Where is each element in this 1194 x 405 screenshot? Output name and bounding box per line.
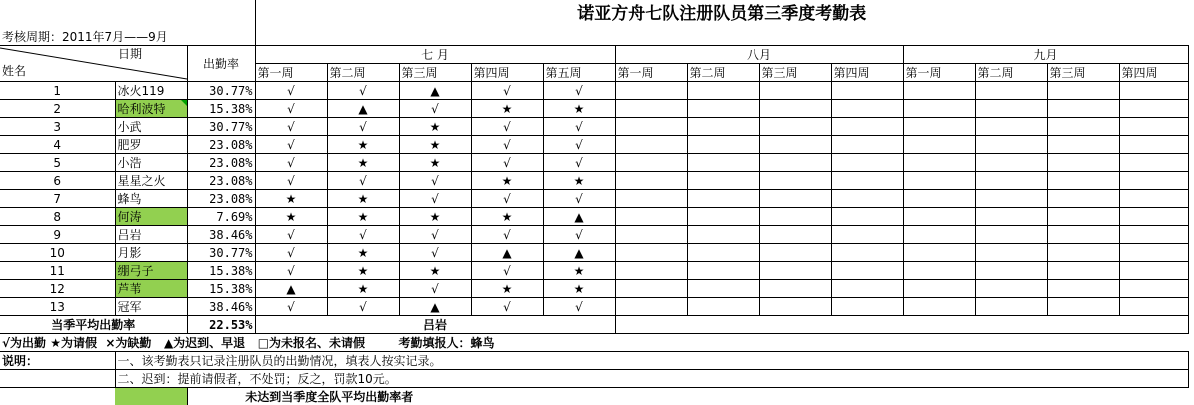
attendance-mark: √ [543, 82, 615, 100]
attendance-mark: ▲ [327, 100, 399, 118]
empty-cell [975, 118, 1047, 136]
empty-cell [903, 82, 975, 100]
member-no: 11 [0, 262, 115, 280]
member-rate: 30.77% [187, 82, 255, 100]
member-rate: 23.08% [187, 136, 255, 154]
member-no: 8 [0, 208, 115, 226]
attendance-mark: √ [543, 226, 615, 244]
attendance-mark: ★ [255, 190, 327, 208]
member-name: 小武 [115, 118, 187, 136]
legend-absent: ×为缺勤 [105, 336, 151, 350]
empty-cell [615, 136, 687, 154]
page-title: 诺亚方舟七队注册队员第三季度考勤表 [255, 0, 1188, 28]
member-no: 13 [0, 298, 115, 316]
member-rate: 15.38% [187, 262, 255, 280]
member-rate: 23.08% [187, 154, 255, 172]
attendance-mark: √ [471, 136, 543, 154]
attendance-mark: ★ [399, 208, 471, 226]
member-name: 小浩 [115, 154, 187, 172]
member-rate: 15.38% [187, 280, 255, 298]
notes-line2: 二、迟到：提前请假者，不处罚；反之，罚款10元。 [115, 370, 1188, 388]
top-attendee: 吕岩 [255, 316, 615, 334]
member-row [0, 298, 1188, 316]
attendance-mark: √ [471, 118, 543, 136]
empty-cell [831, 172, 903, 190]
attendance-mark: ★ [327, 280, 399, 298]
empty-cell [759, 154, 831, 172]
empty-cell [975, 262, 1047, 280]
month-july: 七 月 [255, 46, 615, 64]
week-header-sep-4: 第四周 [1119, 64, 1188, 82]
member-no: 3 [0, 118, 115, 136]
member-row [0, 82, 1188, 100]
empty-cell [1119, 298, 1188, 316]
empty-cell [1119, 226, 1188, 244]
member-row [0, 136, 1188, 154]
empty-cell [975, 154, 1047, 172]
attendance-mark: √ [255, 154, 327, 172]
week-header-jul-1: 第一周 [255, 64, 327, 82]
empty-cell [759, 118, 831, 136]
week-header-sep-1: 第一周 [903, 64, 975, 82]
member-name: 芦苇 [115, 280, 187, 298]
attendance-mark: √ [327, 298, 399, 316]
member-name: 肥罗 [115, 136, 187, 154]
member-rate: 15.38% [187, 100, 255, 118]
member-rate: 38.46% [187, 298, 255, 316]
empty-cell [1119, 82, 1188, 100]
empty-cell [975, 82, 1047, 100]
empty-cell [615, 208, 687, 226]
member-name: 何涛 [115, 208, 187, 226]
empty-cell [615, 244, 687, 262]
empty-cell [615, 100, 687, 118]
member-name: 哈利波特 [115, 100, 187, 118]
empty-cell [903, 136, 975, 154]
empty-cell [903, 118, 975, 136]
attendance-mark: ★ [471, 208, 543, 226]
empty-cell [1119, 244, 1188, 262]
empty-cell [1047, 154, 1119, 172]
empty-cell [615, 298, 687, 316]
attendance-mark: √ [471, 154, 543, 172]
empty-cell [1119, 280, 1188, 298]
member-rate: 23.08% [187, 172, 255, 190]
empty-cell [903, 208, 975, 226]
attendance-mark: ★ [471, 172, 543, 190]
attendance-mark: √ [399, 100, 471, 118]
member-name: 吕岩 [115, 226, 187, 244]
member-no: 10 [0, 244, 115, 262]
empty-cell [759, 82, 831, 100]
month-aug: 八月 [615, 46, 903, 64]
attendance-mark: ▲ [255, 280, 327, 298]
empty-cell [687, 244, 759, 262]
empty-cell [615, 190, 687, 208]
attendance-mark: ▲ [399, 82, 471, 100]
empty-cell [1119, 118, 1188, 136]
empty-cell [615, 118, 687, 136]
empty-cell [615, 154, 687, 172]
empty-cell [903, 244, 975, 262]
member-no: 7 [0, 190, 115, 208]
attendance-mark: ★ [327, 208, 399, 226]
empty-cell [831, 280, 903, 298]
legend-row [0, 334, 1188, 352]
empty-cell [903, 298, 975, 316]
attendance-mark: √ [327, 172, 399, 190]
avg-value: 22.53% [187, 316, 255, 334]
attendance-mark: √ [255, 226, 327, 244]
attendance-mark: √ [471, 226, 543, 244]
attendance-mark: ★ [399, 118, 471, 136]
empty-cell [903, 262, 975, 280]
empty-cell [687, 118, 759, 136]
empty-cell [1047, 208, 1119, 226]
empty-cell [759, 298, 831, 316]
attendance-mark: √ [399, 226, 471, 244]
member-no: 2 [0, 100, 115, 118]
legend-present: √为出勤 [2, 336, 46, 350]
empty-cell [759, 190, 831, 208]
attendance-mark: ★ [255, 208, 327, 226]
empty-cell [687, 226, 759, 244]
diagonal-line [0, 46, 187, 80]
member-no: 9 [0, 226, 115, 244]
notes-label: 说明： [0, 352, 115, 370]
empty-cell [759, 208, 831, 226]
empty-cell [615, 226, 687, 244]
attendance-mark: √ [543, 298, 615, 316]
empty-cell [831, 154, 903, 172]
member-name: 月影 [115, 244, 187, 262]
attendance-mark: ▲ [399, 298, 471, 316]
rate-header: 出勤率 [187, 46, 255, 82]
member-name: 绷弓子 [115, 262, 187, 280]
attendance-mark: √ [255, 298, 327, 316]
member-rate: 7.69% [187, 208, 255, 226]
empty-cell [1047, 280, 1119, 298]
attendance-mark: ▲ [471, 244, 543, 262]
empty-cell [831, 262, 903, 280]
month-sep: 九月 [903, 46, 1188, 64]
empty-cell [1047, 118, 1119, 136]
name-label: 姓名 [2, 63, 26, 79]
empty-cell [615, 262, 687, 280]
member-row [0, 172, 1188, 190]
attendance-mark: √ [543, 190, 615, 208]
member-row [0, 244, 1188, 262]
empty-cell [1119, 190, 1188, 208]
empty-cell [1047, 262, 1119, 280]
attendance-mark: √ [399, 280, 471, 298]
member-name: 星星之火 [115, 172, 187, 190]
member-row [0, 280, 1188, 298]
empty-cell [1119, 262, 1188, 280]
empty-cell [903, 280, 975, 298]
week-header-jul-5: 第五周 [543, 64, 615, 82]
empty-cell [1119, 100, 1188, 118]
week-header-sep-3: 第三周 [1047, 64, 1119, 82]
member-row [0, 190, 1188, 208]
week-header-aug-2: 第二周 [687, 64, 759, 82]
empty-cell [831, 136, 903, 154]
attendance-mark: √ [255, 82, 327, 100]
empty-cell [1119, 208, 1188, 226]
empty-cell [687, 136, 759, 154]
empty-cell [831, 298, 903, 316]
attendance-mark: √ [471, 82, 543, 100]
empty-cell [1047, 244, 1119, 262]
week-header-jul-4: 第四周 [471, 64, 543, 82]
empty-cell [687, 208, 759, 226]
date-label: 日期 [118, 46, 142, 62]
empty-cell [831, 100, 903, 118]
empty-cell [687, 280, 759, 298]
empty-cell [759, 100, 831, 118]
empty-cell [1047, 100, 1119, 118]
empty-cell [903, 190, 975, 208]
empty-cell [831, 208, 903, 226]
member-rate: 23.08% [187, 190, 255, 208]
attendance-mark: √ [471, 298, 543, 316]
date-name-header [0, 46, 187, 82]
empty-cell [759, 136, 831, 154]
empty-cell [759, 244, 831, 262]
member-name: 冰火119 [115, 82, 187, 100]
empty-cell [975, 280, 1047, 298]
empty-cell [903, 154, 975, 172]
empty-cell [975, 244, 1047, 262]
highlight-swatch [115, 388, 187, 405]
empty-cell [759, 262, 831, 280]
member-rate: 30.77% [187, 118, 255, 136]
empty-cell [903, 100, 975, 118]
empty-cell [831, 226, 903, 244]
empty-cell [975, 172, 1047, 190]
attendance-mark: √ [399, 172, 471, 190]
attendance-mark: √ [255, 262, 327, 280]
member-no: 12 [0, 280, 115, 298]
attendance-mark: ★ [543, 172, 615, 190]
attendance-mark: ★ [327, 190, 399, 208]
attendance-mark: √ [255, 244, 327, 262]
attendance-mark: √ [255, 172, 327, 190]
member-row [0, 100, 1188, 118]
filler-label: 考勤填报人：蜂鸟 [398, 336, 494, 350]
empty-cell [759, 280, 831, 298]
attendance-mark: √ [543, 118, 615, 136]
member-no: 6 [0, 172, 115, 190]
member-row [0, 262, 1188, 280]
empty-cell [975, 208, 1047, 226]
member-no: 1 [0, 82, 115, 100]
member-rate: 38.46% [187, 226, 255, 244]
attendance-mark: √ [471, 262, 543, 280]
attendance-mark: ★ [399, 136, 471, 154]
empty-cell [903, 226, 975, 244]
empty-cell [975, 298, 1047, 316]
attendance-mark: ★ [327, 154, 399, 172]
week-header-jul-2: 第二周 [327, 64, 399, 82]
empty-cell [1047, 136, 1119, 154]
attendance-mark: √ [399, 190, 471, 208]
attendance-mark: √ [255, 118, 327, 136]
empty-cell [687, 190, 759, 208]
attendance-mark: ▲ [543, 208, 615, 226]
empty-cell [687, 262, 759, 280]
notes-line1: 一、该考勤表只记录注册队员的出勤情况，填表人按实记录。 [115, 352, 1188, 370]
legend-unreg: □为未报名、未请假 [258, 336, 365, 350]
member-row [0, 154, 1188, 172]
member-name: 冠军 [115, 298, 187, 316]
empty-cell [1119, 172, 1188, 190]
week-header-aug-4: 第四周 [831, 64, 903, 82]
empty-cell [831, 190, 903, 208]
member-no: 4 [0, 136, 115, 154]
member-row [0, 208, 1188, 226]
empty-cell [759, 226, 831, 244]
key-text: 未达到当季度全队平均出勤率者 [187, 388, 471, 405]
empty-cell [975, 100, 1047, 118]
empty-cell [831, 82, 903, 100]
week-header-jul-3: 第三周 [399, 64, 471, 82]
attendance-mark: ★ [543, 262, 615, 280]
attendance-mark: √ [327, 226, 399, 244]
empty-cell [759, 172, 831, 190]
attendance-mark: ★ [399, 154, 471, 172]
empty-cell [1047, 190, 1119, 208]
week-header-sep-2: 第二周 [975, 64, 1047, 82]
attendance-mark: ★ [471, 280, 543, 298]
empty-cell [687, 82, 759, 100]
attendance-mark: √ [471, 190, 543, 208]
attendance-mark: ★ [543, 100, 615, 118]
empty-cell [615, 280, 687, 298]
legend-late: ▲为迟到、早退 [164, 336, 245, 350]
empty-cell [687, 100, 759, 118]
attendance-mark: √ [255, 136, 327, 154]
attendance-mark: ★ [327, 262, 399, 280]
legend-leave: ★为请假 [50, 336, 97, 350]
week-header-aug-3: 第三周 [759, 64, 831, 82]
attendance-mark: ▲ [543, 244, 615, 262]
member-row [0, 118, 1188, 136]
attendance-mark: √ [327, 82, 399, 100]
empty-cell [975, 190, 1047, 208]
attendance-mark: ★ [399, 262, 471, 280]
empty-cell [687, 298, 759, 316]
member-row [0, 226, 1188, 244]
attendance-mark: √ [255, 100, 327, 118]
attendance-mark: √ [399, 244, 471, 262]
attendance-mark: ★ [327, 136, 399, 154]
attendance-mark: √ [543, 154, 615, 172]
avg-label: 当季平均出勤率 [0, 316, 187, 334]
empty-cell [903, 172, 975, 190]
empty-cell [1047, 298, 1119, 316]
week-header-aug-1: 第一周 [615, 64, 687, 82]
member-name: 蜂鸟 [115, 190, 187, 208]
empty-cell [831, 244, 903, 262]
empty-cell [1119, 136, 1188, 154]
period-label: 考核周期：2011年7月——9月 [0, 28, 255, 46]
empty-cell [1047, 226, 1119, 244]
attendance-mark: ★ [543, 280, 615, 298]
empty-cell [1047, 82, 1119, 100]
empty-cell [831, 118, 903, 136]
empty-cell [687, 172, 759, 190]
empty-cell [975, 226, 1047, 244]
attendance-mark: ★ [327, 244, 399, 262]
attendance-mark: √ [327, 118, 399, 136]
empty-cell [975, 136, 1047, 154]
attendance-mark: √ [543, 136, 615, 154]
member-rate: 30.77% [187, 244, 255, 262]
member-no: 5 [0, 154, 115, 172]
empty-cell [687, 154, 759, 172]
attendance-mark: ★ [471, 100, 543, 118]
empty-cell [615, 172, 687, 190]
empty-cell [1047, 172, 1119, 190]
empty-cell [615, 82, 687, 100]
empty-cell [1119, 154, 1188, 172]
